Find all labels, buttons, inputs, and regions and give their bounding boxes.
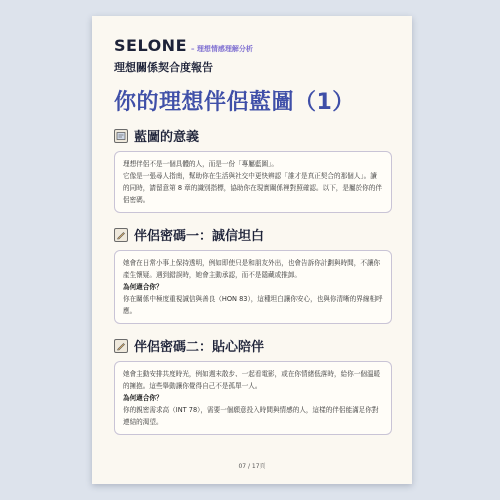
question-label: 為何適合你？ xyxy=(123,283,163,291)
brand-header xyxy=(114,36,392,55)
paragraph: 她會在日常小事上保持透明，例如即使只是和朋友外出，也會告訴你計劃與時間，不讓你產生懷疑。遇到錯誤時，她會主動承認，而不是隱藏或推卸。 xyxy=(123,259,381,279)
section-content-box xyxy=(114,151,392,213)
section-partner-code-1 xyxy=(114,225,392,324)
question-label: 為何適合你？ xyxy=(123,394,163,402)
report-page xyxy=(92,16,412,484)
pencil-icon xyxy=(114,339,128,353)
section-title: 藍圖的意義 xyxy=(134,130,200,145)
paragraph: 它像是一張尋人指南，幫助你在生活與社交中更快辨認「誰才是真正契合的那個人」。讀的同時，請留意第 8 章的識別指標，協助你在現實關係裡對照確認。以下，是屬於你的伴侶密碼。 xyxy=(123,172,382,204)
section-content-box xyxy=(114,361,392,435)
section-title: 伴侶密碼一：誠信坦白 xyxy=(134,229,265,244)
pencil-icon xyxy=(114,228,128,242)
paragraph: 她會主動安排共度時光，例如週末散步、一起看電影，或在你情緒低落時，給你一個溫暖的擁抱。這些舉動讓你覺得自己不是孤單一人。 xyxy=(123,370,381,390)
paragraph: 理想伴侶不是一個具體的人，而是一份「專屬藍圖」。 xyxy=(123,160,278,168)
page-title: 你的理想伴侶藍圖（1） xyxy=(114,90,355,115)
section-title: 伴侶密碼二：貼心陪伴 xyxy=(134,340,265,355)
report-title: 理想關係契合度報告 xyxy=(114,61,213,74)
page-number: 07 / 17頁 xyxy=(238,463,266,470)
blueprint-icon xyxy=(114,129,128,143)
section-content-box xyxy=(114,250,392,324)
answer-text: 你在關係中極度重視誠信與善良（HON 83），這種坦白讓你安心，也與你清晰的界線相呼應。 xyxy=(123,295,383,315)
brand-subtitle: – 理想情感理解分析 xyxy=(191,45,253,53)
section-partner-code-2 xyxy=(114,336,392,435)
answer-text: 你的親密需求高（INT 78），需要一個願意投入時間與情感的人，這樣的伴侶能滿足你對連結的渴望。 xyxy=(123,406,379,426)
brand-logo: SELONE xyxy=(114,36,187,55)
section-blueprint-meaning xyxy=(114,126,392,213)
